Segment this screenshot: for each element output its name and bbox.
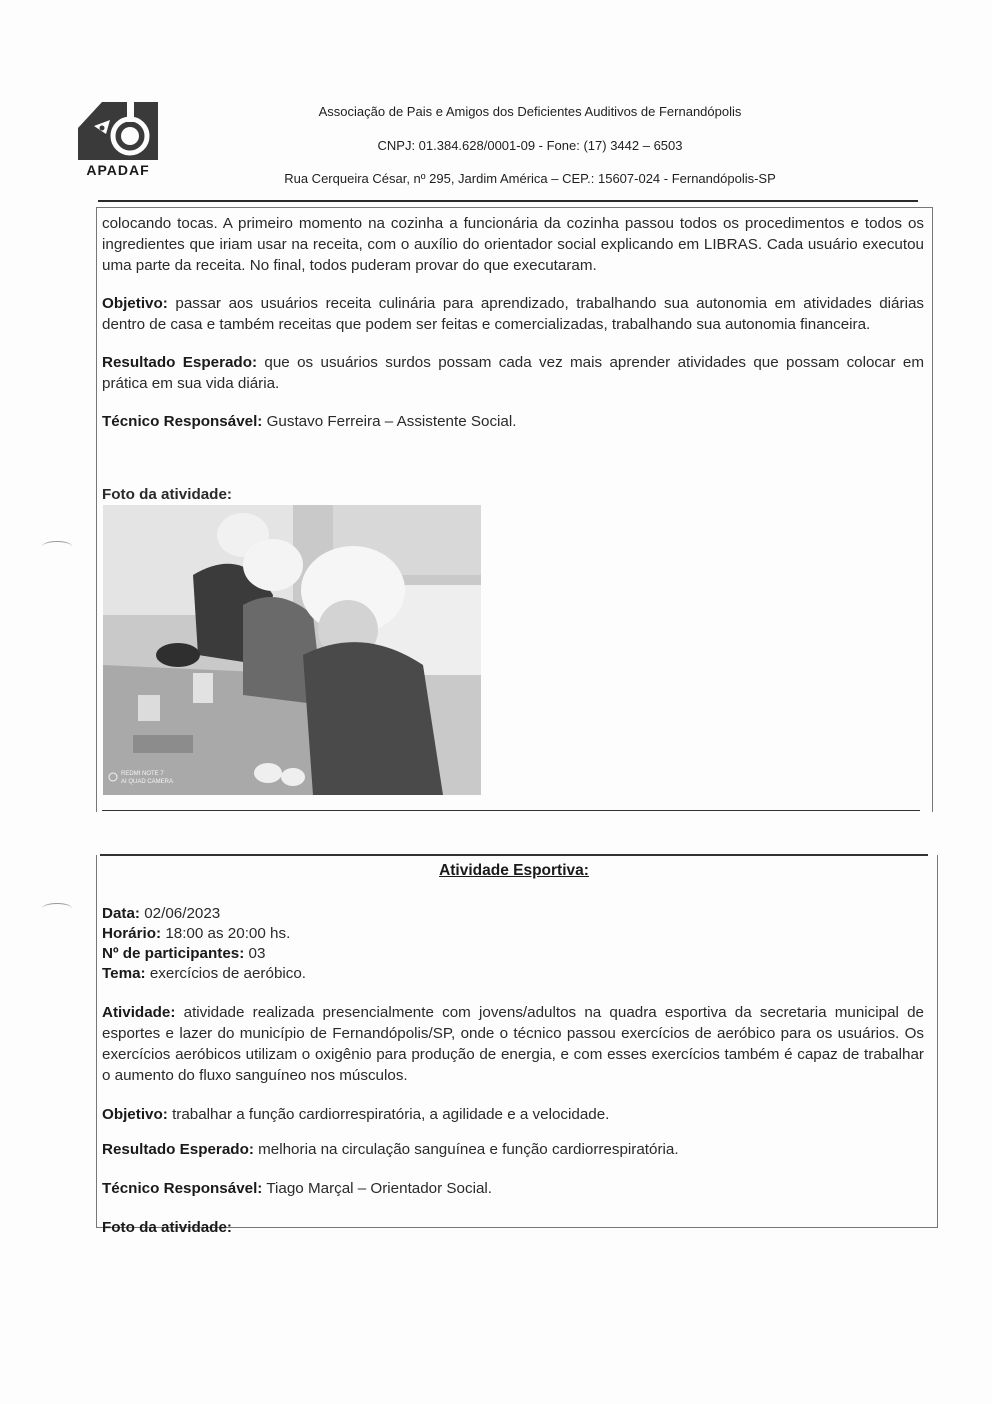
tema-value: exercícios de aeróbico.	[149, 965, 307, 982]
photo-watermark-1: REDMI NOTE 7	[121, 771, 164, 777]
resultado2-paragraph	[102, 1139, 924, 1160]
resultado2-text: melhoria na circulação sanguínea e função cardiorrespiratória.	[258, 1141, 679, 1158]
horario-label: Horário:	[102, 925, 162, 942]
section2-content	[102, 904, 924, 1238]
participantes-row	[102, 944, 924, 964]
participantes-value: 03	[248, 945, 266, 962]
tecnico2-text: Tiago Marçal – Orientador Social.	[266, 1180, 492, 1197]
section2-title: Atividade Esportiva:	[439, 862, 589, 879]
resultado-label: Resultado Esperado:	[102, 354, 258, 371]
objetivo2-text: trabalhar a função cardiorrespiratória, a agilidade e a velocidade.	[172, 1106, 610, 1123]
tema-label: Tema:	[102, 965, 146, 982]
horario-row	[102, 924, 924, 944]
tecnico-label: Técnico Responsável:	[102, 413, 263, 430]
objetivo-text: passar aos usuários receita culinária para aprendizado, trabalhando sua autonomia em atividades diárias dentro de casa e também receitas que podem ser feitas e comercializadas, trabalhando sua autonomia financeira.	[102, 295, 924, 333]
address: Rua Cerqueira César, nº 295, Jardim América – CEP.: 15607-024 - Fernandópolis-SP	[284, 171, 776, 186]
intro-paragraph: colocando tocas. A primeiro momento na cozinha a funcionária da cozinha passou todos os procedimentos e todos os ingredientes que iriam usar na receita, com o auxílio do orientador social explicando em LIBRAS. Cada usuário executou uma parte da receita. No final, todos puderam provar do que executaram.	[102, 215, 924, 274]
atividade-label: Atividade:	[102, 1004, 176, 1021]
activity-photo	[103, 505, 481, 795]
resultado-text: que os usuários surdos possam cada vez mais aprender atividades que possam colocar em prática em sua vida diária.	[102, 354, 924, 392]
resultado-paragraph	[102, 352, 924, 394]
resultado2-label: Resultado Esperado:	[102, 1141, 254, 1158]
atividade-text: atividade realizada presencialmente com jovens/adultos na quadra esportiva da secretaria municipal de esportes e lazer do município de Fernandópolis/SP, onde o técnico passou exercícios de aeróbico para os usuários. Os exercícios aeróbicos utilizam o oxigênio para produção de energia, e com esses exercícios também é capaz de trabalhar o aumento do fluxo sanguíneo nos músculos.	[102, 1004, 924, 1084]
tecnico-paragraph	[102, 411, 924, 432]
foto2-paragraph	[102, 1217, 924, 1238]
tecnico2-label: Técnico Responsável:	[102, 1180, 263, 1197]
header-divider	[98, 200, 918, 202]
foto2-label: Foto da atividade:	[102, 1219, 232, 1236]
atividade-paragraph	[102, 1002, 924, 1086]
cnpj-phone: CNPJ: 01.384.628/0001-09 - Fone: (17) 3442 – 6503	[377, 138, 683, 153]
scan-mark	[42, 541, 72, 552]
activity-meta	[102, 904, 924, 984]
data-value: 02/06/2023	[144, 905, 221, 922]
scan-mark	[42, 903, 72, 914]
section1-content	[102, 213, 924, 449]
objetivo-label: Objetivo:	[102, 295, 168, 312]
foto-label: Foto da atividade:	[102, 486, 232, 503]
section1-bottom-rule	[102, 810, 920, 811]
tema-row	[102, 964, 924, 984]
objetivo2-paragraph	[102, 1104, 924, 1125]
data-row	[102, 904, 924, 924]
objetivo-paragraph	[102, 293, 924, 335]
photo-watermark-2: AI QUAD CAMERA	[121, 779, 174, 785]
org-name: Associação de Pais e Amigos dos Deficientes Auditivos de Fernandópolis	[318, 104, 742, 119]
logo-text: APADAF	[86, 162, 150, 178]
data-label: Data:	[102, 905, 140, 922]
participantes-label: Nº de participantes:	[102, 945, 245, 962]
horario-value: 18:00 as 20:00 hs.	[165, 925, 291, 942]
objetivo2-label: Objetivo:	[102, 1106, 168, 1123]
tecnico-text: Gustavo Ferreira – Assistente Social.	[266, 413, 517, 430]
tecnico2-paragraph	[102, 1178, 924, 1199]
